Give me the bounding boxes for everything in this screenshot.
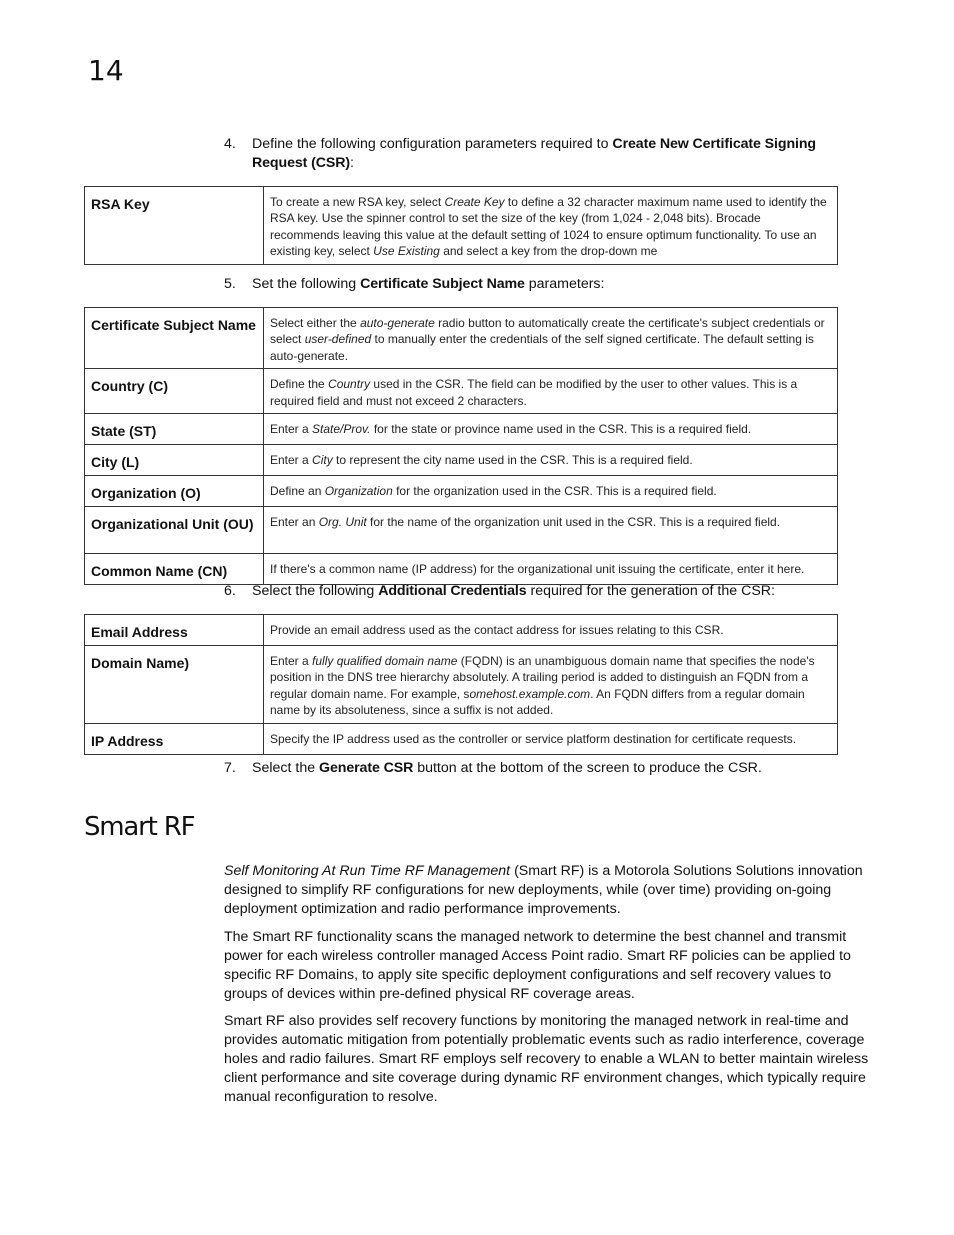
param-name: City (L): [85, 445, 264, 476]
step-ui-term: Create New Certificate Signing Request (CSR): [252, 136, 816, 171]
step-text-tail: required for the generation of the CSR:: [526, 583, 775, 599]
param-name: Certificate Subject Name: [85, 308, 264, 369]
param-description: Define the Country used in the CSR. The field can be modified by the user to other values. This is a required field and must not exceed 2 characters.: [264, 369, 838, 414]
table-row: [85, 414, 838, 445]
table-row: [85, 308, 838, 369]
table-row: [85, 369, 838, 414]
step-text-tail: :: [350, 155, 354, 171]
table-row: [85, 615, 838, 646]
step-text-lead: Select the: [252, 760, 320, 776]
table-row: [85, 445, 838, 476]
param-name: Common Name (CN): [85, 554, 264, 585]
param-name: State (ST): [85, 414, 264, 445]
param-name: Email Address: [85, 615, 264, 646]
body-paragraph-1: [224, 862, 870, 919]
step-text-lead: Set the following: [252, 276, 361, 292]
param-description: Enter a State/Prov. for the state or province name used in the CSR. This is a required field.: [264, 414, 838, 445]
param-description: Specify the IP address used as the controller or service platform destination for certificate requests.: [264, 723, 838, 754]
step-number: 4.: [224, 136, 236, 152]
param-description: Select either the auto-generate radio button to automatically create the certificate's subject credentials or select user-defined to manually enter the credentials of the self signed certificate. The default setting is auto-generate.: [264, 308, 838, 369]
body-paragraph-2: The Smart RF functionality scans the managed network to determine the best channel and transmit power for each wireless controller managed Access Point radio. Smart RF policies can be applied to specific RF Domains, to apply site specific deployment configurations and self recovery values to groups of devices within pre-defined physical RF coverage areas.: [224, 929, 851, 1002]
table-row: [85, 187, 838, 265]
table-row: [85, 723, 838, 754]
param-name: RSA Key: [85, 187, 264, 265]
table-row: [85, 646, 838, 724]
param-description: To create a new RSA key, select Create Key to define a 32 character maximum name used to identify the RSA key. Use the spinner control to set the size of the key (from 1,024 - 2,048 bits). Brocade recommends leaving this value at the default setting of 1024 to ensure optimum functionality. To use an existing key, select Use Existing and select a key from the drop-down me: [264, 187, 838, 265]
param-description: Provide an email address used as the contact address for issues relating to this CSR.: [264, 615, 838, 646]
param-name: Country (C): [85, 369, 264, 414]
italic-term: Self Monitoring At Run Time RF Management: [224, 863, 511, 879]
param-description: If there's a common name (IP address) for the organizational unit issuing the certificate, enter it here.: [264, 554, 838, 585]
param-description: Enter a City to represent the city name used in the CSR. This is a required field.: [264, 445, 838, 476]
step-ui-term: Generate CSR: [319, 760, 414, 776]
table-row: [85, 554, 838, 585]
step-number: 6.: [224, 583, 236, 599]
step-text: [252, 582, 839, 601]
paragraph-text: (Smart RF) is a Motorola Solutions Solutions innovation designed to simplify RF configurations for new deployments, while (over time) providing on-going deployment optimization and radio performance improvements.: [224, 863, 863, 917]
step-text-lead: Select the following: [252, 583, 379, 599]
step-number: 5.: [224, 276, 236, 292]
step-text-tail: parameters:: [524, 276, 605, 292]
chapter-number: 14: [88, 54, 124, 87]
param-name: IP Address: [85, 723, 264, 754]
table-row: [85, 507, 838, 554]
step-text: [252, 135, 839, 173]
param-name: Organization (O): [85, 476, 264, 507]
rsa-key-table: [84, 186, 838, 265]
step-number: 7.: [224, 760, 236, 776]
step-text-lead: Define the following configuration parameters required to: [252, 136, 613, 152]
table-row: [85, 476, 838, 507]
param-name: Domain Name): [85, 646, 264, 724]
additional-credentials-table: [84, 614, 838, 755]
step-ui-term: Certificate Subject Name: [360, 276, 525, 292]
param-name: Organizational Unit (OU): [85, 507, 264, 554]
body-paragraph-3: Smart RF also provides self recovery functions by monitoring the managed network in real-time and provides automatic mitigation from potentially problematic events such as radio interference, coverage holes and radio failures. Smart RF employs self recovery to enable a WLAN to better maintain wireless client performance and site coverage during dynamic RF environment changes, which typically require manual reconfiguration to resolve.: [224, 1013, 869, 1105]
step-text-tail: button at the bottom of the screen to produce the CSR.: [413, 760, 762, 776]
step-ui-term: Additional Credentials: [378, 583, 527, 599]
certificate-subject-table: [84, 307, 838, 585]
step-text: [252, 759, 839, 778]
step-text: [252, 275, 839, 294]
param-description: Enter a fully qualified domain name (FQDN) is an unambiguous domain name that specifies the node's position in the DNS tree hierarchy absolutely. A trailing period is added to distinguish an FQDN from a regular domain name. For example, somehost.example.com. An FQDN differs from a regular domain name by its absoluteness, since a suffix is not added.: [264, 646, 838, 724]
param-description: Enter an Org. Unit for the name of the organization unit used in the CSR. This is a required field.: [264, 507, 838, 554]
section-heading: Smart RF: [84, 812, 195, 842]
param-description: Define an Organization for the organization used in the CSR. This is a required field.: [264, 476, 838, 507]
